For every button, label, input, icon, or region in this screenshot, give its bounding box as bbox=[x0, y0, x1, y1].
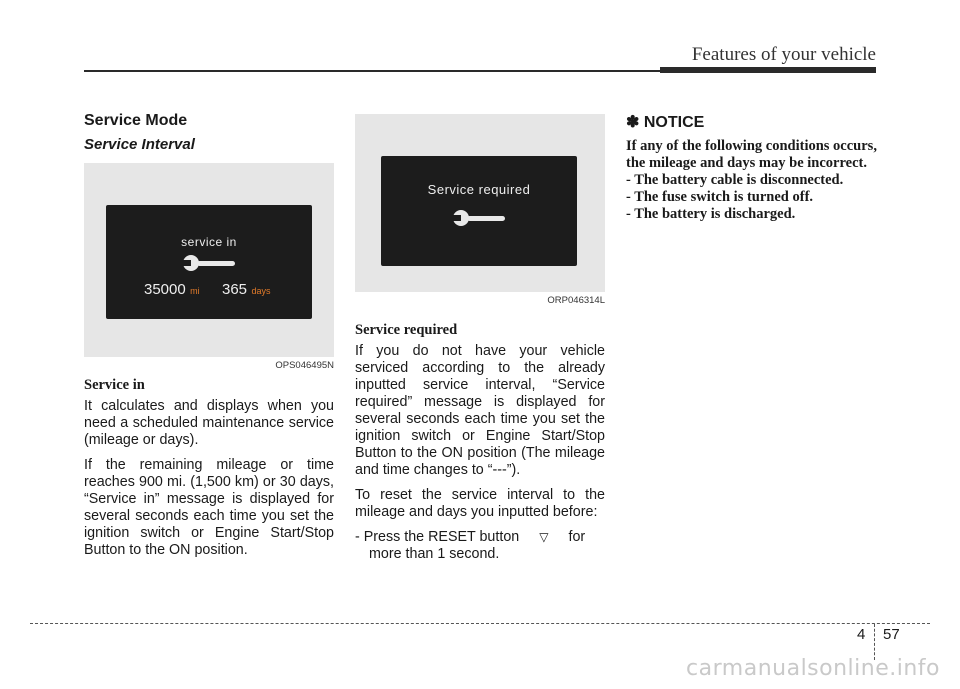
mileage-unit: mi bbox=[190, 286, 200, 296]
days-unit: days bbox=[251, 286, 271, 296]
wrench-icon bbox=[449, 208, 509, 228]
display-service-in-text: service in bbox=[181, 235, 237, 249]
figure-service-in bbox=[84, 163, 334, 371]
service-required-para-1: If you do not have your vehicle serviced according to the already inputted service interval, “Service required” message is displayed for several seconds each time you set the ignition switch or Engine Start/Stop Button to the ON position (The mileage and time changes to “---”). bbox=[355, 343, 605, 478]
service-in-heading: Service in bbox=[84, 377, 145, 393]
days-value: 365 bbox=[222, 281, 248, 298]
reset-instruction-pre: - Press the RESET button bbox=[355, 529, 520, 545]
service-required-heading: Service required bbox=[355, 322, 458, 338]
footer-rule bbox=[30, 623, 930, 624]
cluster-display bbox=[106, 205, 312, 319]
notice-item: - The battery cable is disconnected. bbox=[626, 172, 844, 188]
display-mileage bbox=[144, 281, 200, 299]
display-service-required-text: Service required bbox=[427, 182, 531, 197]
watermark: carmanualsonline.info bbox=[686, 656, 940, 681]
notice-item: - The battery is discharged. bbox=[626, 206, 796, 222]
cluster-display bbox=[381, 156, 577, 266]
reset-instruction bbox=[355, 529, 605, 563]
service-in-para-2: If the remaining mileage or time reaches 900 mi. (1,500 km) or 30 days, “Service in” message is displayed for several seconds each time you set the ignition switch or Engine Start/Stop Button to the ON position. bbox=[84, 457, 334, 558]
page-header-title: Features of your vehicle bbox=[691, 44, 876, 65]
wrench-icon bbox=[179, 253, 239, 273]
chapter-number: 4 bbox=[857, 626, 866, 643]
figure-code: OPS046495N bbox=[275, 360, 334, 371]
page-number: 57 bbox=[883, 626, 900, 643]
service-required-para-2: To reset the service interval to the mileage and days you inputted before: bbox=[355, 487, 605, 520]
section-subtitle: Service Interval bbox=[84, 136, 195, 153]
reset-instruction-post: for more than 1 second. bbox=[369, 529, 586, 562]
column-middle bbox=[355, 108, 605, 563]
notice-item: - The fuse switch is turned off. bbox=[626, 189, 814, 205]
section-title: Service Mode bbox=[84, 112, 188, 129]
notice-heading bbox=[626, 112, 878, 132]
notice-icon: ✽ bbox=[626, 114, 640, 131]
header-rule bbox=[84, 70, 660, 72]
column-left bbox=[84, 108, 334, 567]
header-rule-accent bbox=[660, 67, 876, 73]
column-right bbox=[626, 108, 878, 223]
figure-service-required bbox=[355, 114, 605, 306]
mileage-value: 35000 bbox=[144, 281, 186, 298]
notice-title: NOTICE bbox=[643, 114, 705, 131]
figure-code: ORP046314L bbox=[547, 295, 605, 306]
down-triangle-icon: ▽ bbox=[539, 530, 549, 544]
service-in-para-1: It calculates and displays when you need a scheduled maintenance service (mileage or days). bbox=[84, 398, 334, 448]
notice-text: If any of the following conditions occurs, the mileage and days may be incorrect. bbox=[626, 138, 877, 171]
display-days bbox=[222, 281, 271, 299]
page-separator bbox=[874, 624, 875, 660]
